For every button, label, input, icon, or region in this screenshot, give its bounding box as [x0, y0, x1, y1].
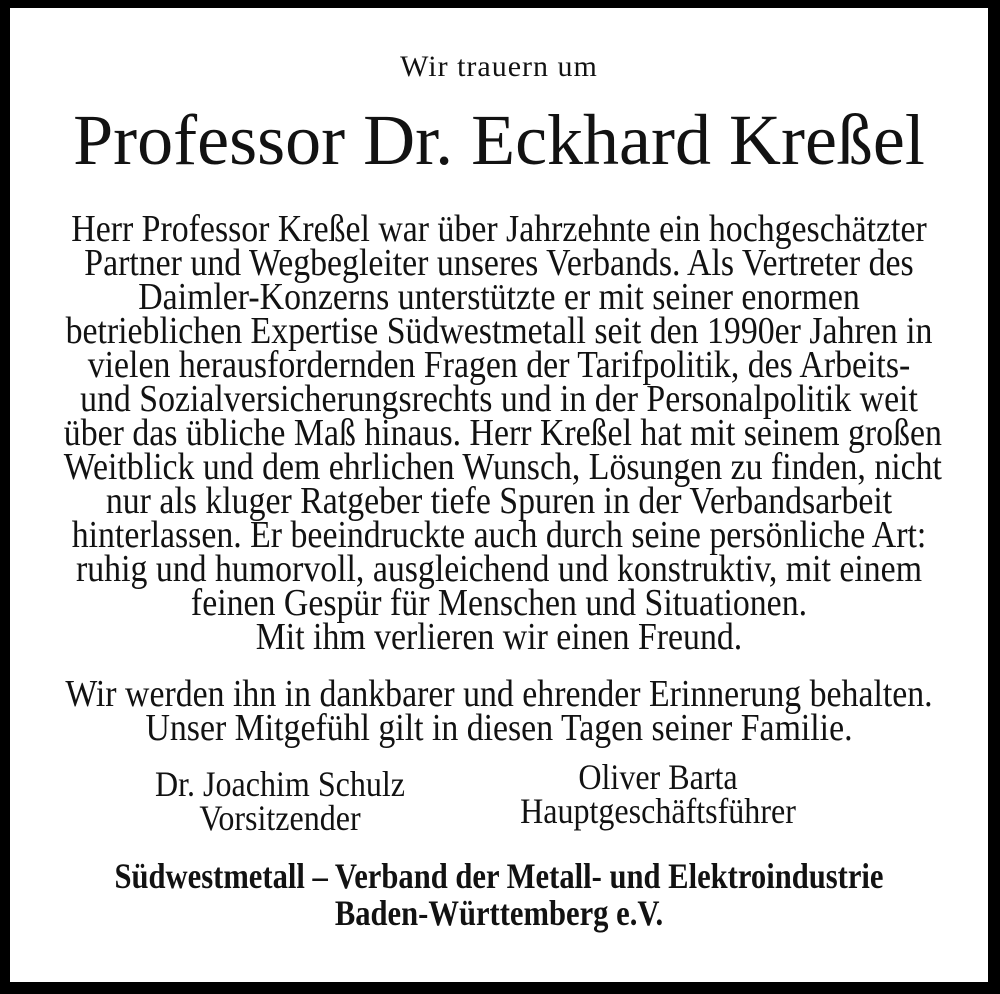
- signature-managing-director: [458, 757, 858, 831]
- obituary-text-line: nur als kluger Ratgeber tiefe Spuren in der Verbandsarbeit: [105, 480, 893, 522]
- signatures-row: [10, 757, 988, 838]
- closing-text-line: Unser Mitgefühl gilt in diesen Tagen seiner Familie.: [145, 707, 853, 749]
- closing-block: [10, 673, 988, 749]
- obituary-text-line: vielen herausfordernden Fragen der Tarifpolitik, des Arbeits-: [87, 344, 911, 386]
- obituary-text-line: Daimler-Konzerns unterstützte er mit seiner enormen: [138, 276, 860, 318]
- closing-text-line: Wir werden ihn in dankbarer und ehrender Erinnerung behalten.: [65, 673, 933, 715]
- obituary-text-line: Weitblick und dem ehrlichen Wunsch, Lösungen zu finden, nicht: [63, 446, 942, 488]
- signature-chairman: [80, 764, 480, 838]
- signature-title: Vorsitzender: [199, 798, 361, 838]
- organization-name-line: Südwestmetall – Verband der Metall- und Elektroindustrie: [114, 856, 884, 896]
- obituary-text-line: und Sozialversicherungsrechts und in der Personalpolitik weit: [80, 378, 918, 420]
- signature-title: Hauptgeschäftsführer: [520, 791, 796, 831]
- obituary-text-line: feinen Gespür für Menschen und Situationen.: [190, 582, 808, 624]
- obituary-text-line: über das übliche Maß hinaus. Herr Kreßel hat mit seinem großen: [63, 412, 942, 454]
- mourning-intro: Wir trauern um: [400, 50, 598, 83]
- obituary-text-line: ruhig und humorvoll, ausgleichend und konstruktiv, mit einem: [75, 548, 923, 590]
- obituary-text-line: Herr Professor Kreßel war über Jahrzehnte ein hochgeschätzter: [71, 208, 927, 250]
- obituary-text-line: hinterlassen. Er beeindruckte auch durch seine persönliche Art:: [71, 514, 927, 556]
- signature-name: Oliver Barta: [578, 757, 738, 797]
- organization-name-line: Baden-Württemberg e.V.: [334, 893, 664, 933]
- deceased-name: Professor Dr. Eckhard Kreßel: [73, 100, 925, 180]
- obituary-text-line: Mit ihm verlieren wir einen Freund.: [255, 616, 743, 658]
- obituary-text-line: betrieblichen Expertise Südwestmetall seit den 1990er Jahren in: [65, 310, 933, 352]
- obituary-body: [10, 208, 988, 658]
- obituary-text-line: Partner und Wegbegleiter unseres Verbands. Als Vertreter des: [84, 242, 914, 284]
- organization-footer: [10, 858, 988, 932]
- signature-name: Dr. Joachim Schulz: [154, 764, 406, 804]
